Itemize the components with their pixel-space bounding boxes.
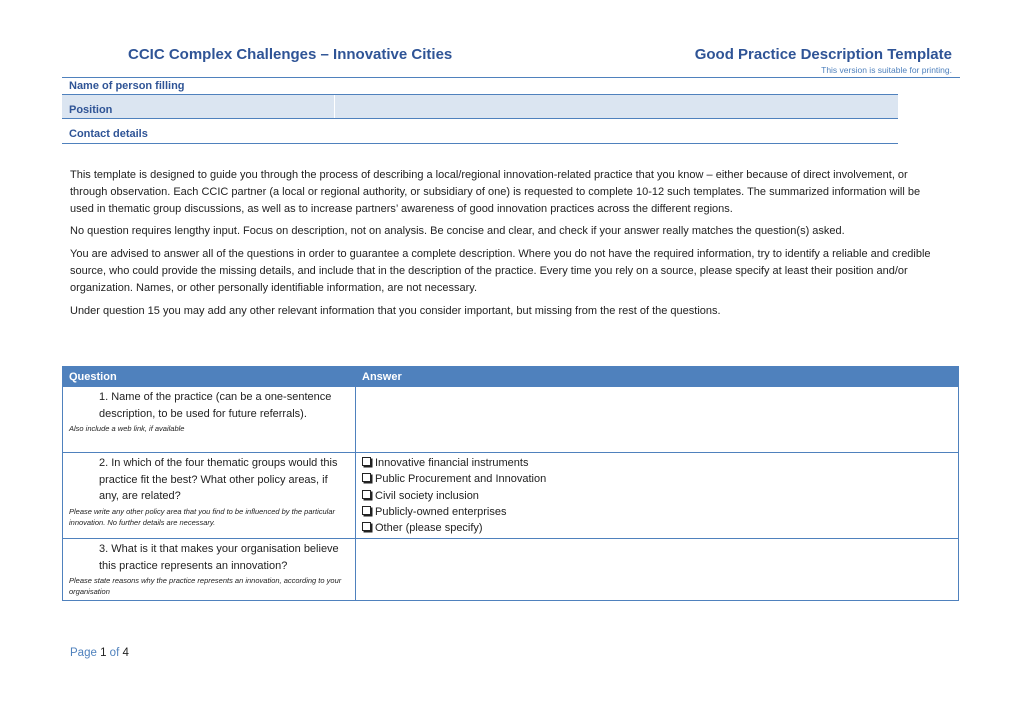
checkbox-icon[interactable] [362, 522, 371, 531]
position-field-row[interactable] [62, 95, 898, 119]
thematic-option[interactable]: Civil society inclusion [362, 488, 952, 504]
answer-cell[interactable] [356, 387, 959, 453]
thematic-option[interactable]: Public Procurement and Innovation [362, 471, 952, 487]
print-note: This version is suitable for printing. [821, 65, 952, 75]
question-hint: Please write any other policy area that you find to be influenced by the particular innovation. No further details are necessary. [69, 506, 335, 527]
thematic-option[interactable]: Innovative financial instruments [362, 455, 952, 471]
position-field-label: Position [69, 104, 113, 116]
page-footer [70, 647, 129, 659]
contact-info-block [62, 78, 898, 144]
name-field-row[interactable] [62, 78, 898, 95]
checkbox-icon[interactable] [362, 473, 371, 482]
question-cell [63, 453, 356, 539]
of-word: of [109, 647, 120, 659]
intro-paragraph: Under question 15 you may add any other relevant information that you consider important, but missing from the rest of the questions. [70, 304, 721, 317]
document-title: CCIC Complex Challenges – Innovative Cities [128, 46, 453, 63]
answer-cell [356, 453, 959, 539]
question-hint: Please state reasons why the practice represents an innovation, according to your organisation [69, 576, 342, 597]
checkbox-icon[interactable] [362, 506, 371, 515]
position-field-divider [334, 95, 335, 118]
question-text: 3. What is it that makes your organisation believe this practice represents an innovation? [99, 543, 339, 572]
table-row [63, 453, 959, 539]
page-number: 1 [100, 647, 107, 659]
checkbox-icon[interactable] [362, 490, 371, 499]
answer-cell[interactable] [356, 539, 959, 601]
page-word: Page [70, 647, 97, 659]
contact-field-label: Contact details [69, 128, 148, 140]
intro-paragraph: You are advised to answer all of the questions in order to guarantee a complete description. Where you do not have the required information, try to identify a reliable and credible source, who could provide the missing details, and include that in the description of the practice. Every time you rely on a source, please specify at least their position and/or organization. Names, or other personally identifiable information, are not necessary. [70, 248, 931, 294]
question-table [62, 366, 959, 601]
name-field-label: Name of person filling [69, 80, 185, 92]
question-column-header: Question [63, 367, 356, 387]
contact-field-row[interactable] [62, 119, 898, 144]
question-cell [63, 387, 356, 453]
question-hint: Also include a web link, if available [69, 424, 185, 433]
thematic-option[interactable]: Publicly-owned enterprises [362, 504, 952, 520]
page-total: 4 [122, 647, 129, 659]
thematic-option[interactable]: Other (please specify) [362, 520, 952, 536]
template-title: Good Practice Description Template [694, 46, 952, 63]
answer-column-header: Answer [356, 367, 959, 387]
question-cell [63, 539, 356, 601]
question-text: 2. In which of the four thematic groups would this practice fit the best? What other policy areas, if any, are related? [99, 457, 338, 502]
checkbox-icon[interactable] [362, 457, 371, 466]
question-text: 1. Name of the practice (can be a one-sentence description, to be used for future referrals). [99, 391, 332, 420]
intro-text [70, 167, 938, 325]
intro-paragraph: This template is designed to guide you through the process of describing a local/regional innovation-related practice that you know – either because of direct involvement, or through observation. Each CCIC partner (a local or regional authority, or subsidiary of one) is requested to complete 10-12 such templates. The summarized information will be used in thematic group discussions, as well as to increase partners’ awareness of good innovation practices across the different regions. [70, 169, 921, 215]
intro-paragraph: No question requires lengthy input. Focus on description, not on analysis. Be concise and clear, and check if your answer really matches the question(s) asked. [70, 225, 845, 238]
table-row [63, 387, 959, 453]
table-header-row [63, 367, 959, 387]
table-row [63, 539, 959, 601]
